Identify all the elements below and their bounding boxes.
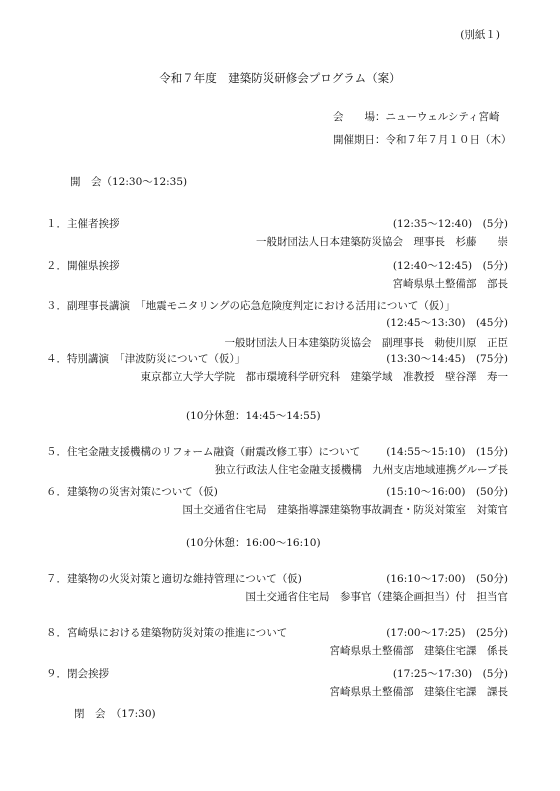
item-label: ２．開催県挨拶 xyxy=(46,260,120,272)
item-label: ７．建築物の火災対策と適切な維持管理について（仮) xyxy=(46,573,302,585)
item-speaker: 宮崎県県土整備部 建築住宅課 係長 xyxy=(329,645,508,657)
item-time: (12:40～12:45) (5分) xyxy=(392,260,508,272)
program-item-5 xyxy=(46,444,508,477)
program-item-2 xyxy=(46,258,508,291)
break-line-2: (10分休憩：16:00～16:10) xyxy=(186,537,321,549)
item-speaker: 一般財団法人日本建築防災協会 副理事長 勅使川原 正臣 xyxy=(224,337,508,349)
item-speaker: 宮崎県県土整備部 建築住宅課 課長 xyxy=(329,686,508,698)
program-item-3 xyxy=(46,298,508,350)
item-time: (12:35～12:40) (5分) xyxy=(392,218,508,230)
item-time: (17:00～17:25) (25分) xyxy=(386,627,508,639)
program-item-6 xyxy=(46,484,508,517)
program-item-8 xyxy=(46,625,508,658)
item-time: (14:55～15:10) (15分) xyxy=(386,446,508,458)
item-label: ５．住宅金融支援機構のリフォーム融資（耐震改修工事）について xyxy=(46,446,361,458)
program-item-1 xyxy=(46,216,508,249)
venue-line: 会 場：ニューウェルシティ宮崎 xyxy=(333,111,500,123)
program-item-7 xyxy=(46,571,508,604)
item-speaker: 国土交通省住宅局 建築指導課建築物事故調査・防災対策室 対策官 xyxy=(182,504,508,516)
opening-line: 開 会（12:30～12:35) xyxy=(70,176,188,188)
item-time: (15:10～16:00) (50分) xyxy=(386,486,508,498)
item-time: (17:25～17:30) (5分) xyxy=(392,668,508,680)
item-speaker: 独立行政法人住宅金融支援機構 九州支店地域連携グループ長 xyxy=(214,464,508,476)
break-line-1: (10分休憩：14:45～14:55) xyxy=(186,410,321,422)
item-label: ４．特別講演 「津波防災について（仮）」 xyxy=(46,353,246,365)
item-label: ９．閉会挨拶 xyxy=(46,668,109,680)
document-title: 令和７年度 建築防災研修会プログラム（案） xyxy=(159,71,401,85)
item-time: (16:10～17:00) (50分) xyxy=(386,573,508,585)
date-line: 開催期日：令和７年７月１０日（木） xyxy=(333,134,512,146)
item-speaker: 一般財団法人日本建築防災協会 理事長 杉藤 崇 xyxy=(256,236,508,248)
program-item-9 xyxy=(46,666,508,699)
item-label: ６．建築物の災害対策について（仮) xyxy=(46,486,218,498)
item-speaker: 国土交通省住宅局 参事官（建築企画担当）付 担当官 xyxy=(245,591,508,603)
closing-line: 閉 会 （17:30) xyxy=(74,708,156,720)
item-time: (12:45～13:30) (45分) xyxy=(386,317,508,329)
item-speaker: 東京都立大学大学院 都市環境科学研究科 建築学域 准教授 壁谷澤 寿一 xyxy=(140,371,508,383)
item-time: (13:30～14:45) (75分) xyxy=(386,353,508,365)
item-label: ３．副理事長講演 「地震モニタリングの応急危険度判定における活用について（仮）」 xyxy=(46,300,456,312)
item-label: ８．宮崎県における建築物防災対策の推進について xyxy=(46,627,288,639)
program-item-4 xyxy=(46,351,508,384)
annex-label: (別紙１) xyxy=(460,29,500,41)
item-label: １．主催者挨拶 xyxy=(46,218,120,230)
item-speaker: 宮崎県県土整備部 部長 xyxy=(392,278,508,290)
